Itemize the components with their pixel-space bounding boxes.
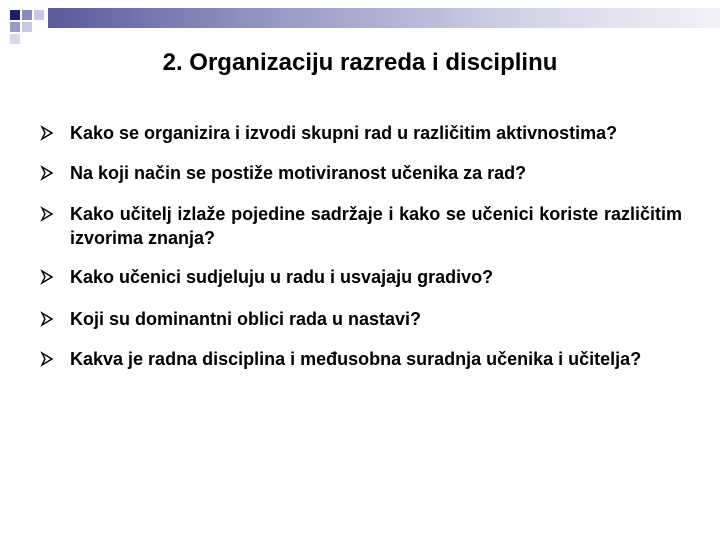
top-gradient-bar	[48, 8, 720, 28]
bullet-text: Kako se organizira i izvodi skupni rad u različitim aktivnostima?	[70, 123, 618, 143]
slide-title: 2. Organizaciju razreda i disciplinu	[162, 49, 558, 76]
arrow-bullet-icon	[38, 205, 56, 223]
bullet-text: Kako učenici sudjeluju u radu i usvajaju gradivo?	[70, 267, 494, 287]
arrow-bullet-icon	[38, 268, 56, 286]
bullet-text: Kako učitelj izlaže pojedine sadržaje i kako se učenici koriste različitim izvorima znanja?	[70, 204, 682, 248]
arrow-bullet-icon	[38, 164, 56, 182]
arrow-bullet-icon	[38, 310, 56, 328]
bullet-text: Kakva je radna disciplina i međusobna suradnja učenika i učitelja?	[70, 349, 642, 369]
bullet-text: Koji su dominantni oblici rada u nastavi?	[70, 309, 422, 329]
bullet-text: Na koji način se postiže motiviranost učenika za rad?	[70, 163, 527, 183]
arrow-bullet-icon	[38, 124, 56, 142]
arrow-bullet-icon	[38, 350, 56, 368]
